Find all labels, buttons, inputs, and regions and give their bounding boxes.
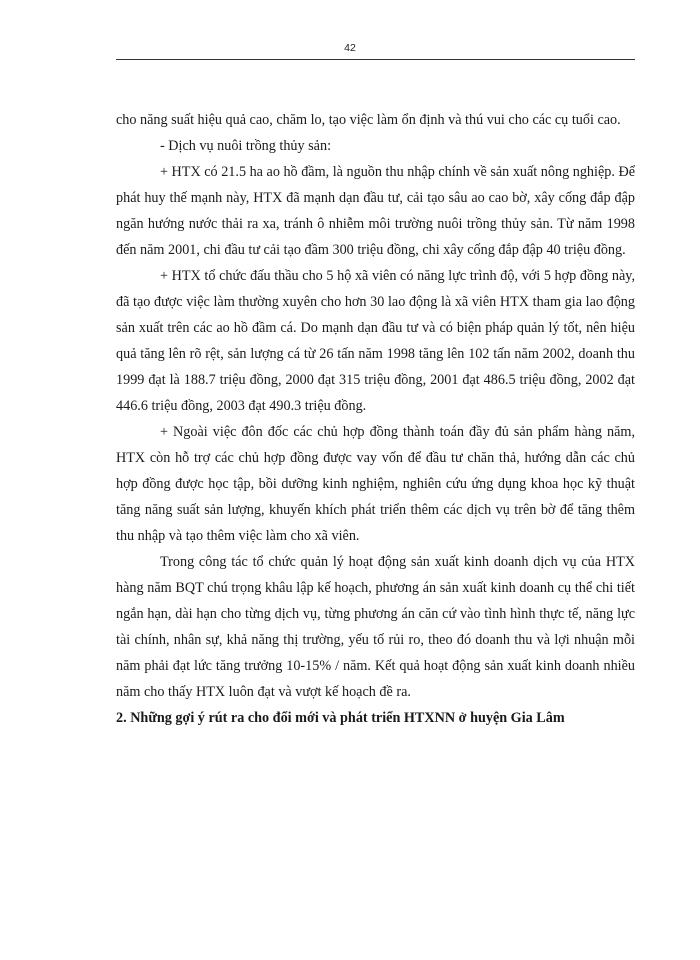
paragraph-pond-investment: + HTX có 21.5 ha ao hồ đầm, là nguồn thu nhập chính về sản xuất nông nghiệp. Để phát huy thế mạnh này, HTX đã mạnh dạn đầu tư, cải tạo sâu ao cao bờ, xây cống đắp đập ngăn hướng nước thải ra xa, tránh ô nhiễm môi trường nuôi trồng thủy sản. Từ năm 1998 đến năm 2001, chi đầu tư cải tạo đầm 300 triệu đồng, chi xây cống đắp đập 40 triệu đồng. [116,164,635,258]
paragraph-support: + Ngoài việc đôn đốc các chủ hợp đồng thành toán đầy đủ sản phẩm hàng năm, HTX còn hỗ trợ các chủ hợp đồng được vay vốn để đầu tư chăn thả, hướng dẫn các chủ hợp đồng được học tập, bồi dưỡng kinh nghiệm, nghiên cứu ứng dụng khoa học kỹ thuật tăng năng suất sản lượng, khuyến khích phát triển thêm các dịch vụ trên bờ để tăng thêm thu nhập và tạo thêm việc làm cho xã viên. [116,424,635,544]
section-heading: 2. Những gợi ý rút ra cho đổi mới và phát triển HTXNN ở huyện Gia Lâm [116,710,565,726]
paragraph-bidding-results: + HTX tổ chức đấu thầu cho 5 hộ xã viên có năng lực trình độ, với 5 hợp đồng này, đã tạo được việc làm thường xuyên cho hơn 30 lao động là xã viên HTX tham gia lao động sản xuất trên các ao hồ đầm cá. Do mạnh dạn đầu tư và có biện pháp quản lý tốt, nên hiệu quả tăng lên rõ rệt, sản lượng cá từ 26 tấn năm 1998 tăng lên 102 tấn năm 2002, doanh thu 1999 đạt là 188.7 triệu đồng, 2000 đạt 315 triệu đồng, 2001 đạt 486.5 triệu đồng, 2002 đạt 446.6 triệu đồng, 2003 đạt 490.3 triệu đồng. [116,268,635,414]
paragraph-continuation: cho năng suất hiệu quả cao, chăm lo, tạo việc làm ổn định và thú vui cho các cụ tuổi cao. [116,112,621,128]
header-divider [116,59,635,60]
paragraph-aquaculture-title: - Dịch vụ nuôi trồng thủy sản: [160,138,332,154]
document-body [116,107,635,731]
paragraph-management: Trong công tác tổ chức quản lý hoạt động sản xuất kinh doanh dịch vụ của HTX hàng năm BQT chú trọng khâu lập kế hoạch, phương án sản xuất kinh doanh cụ thể chi tiết ngắn hạn, dài hạn cho từng dịch vụ, từng phương án căn cứ vào tình hình thực tế, năng lực tài chính, nhân sự, khả năng thị trường, yếu tố rủi ro, theo đó doanh thu và lợi nhuận mỗi năm phải đạt lức tăng trưởng 10-15% / năm. Kết quả hoạt động sản xuất kinh doanh nhiều năm cho thấy HTX luôn đạt và vượt kế hoạch đề ra. [116,554,635,700]
page-number: 42 [344,42,356,54]
